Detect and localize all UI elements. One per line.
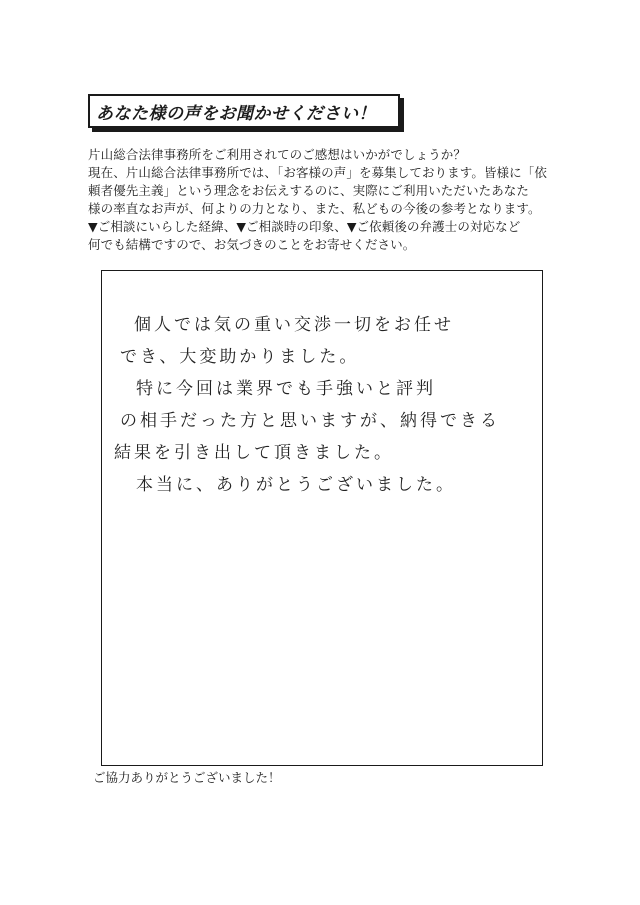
intro-paragraph	[88, 146, 558, 254]
handwritten-line: 個人では気の重い交渉一切をお任せ	[134, 315, 454, 335]
handwritten-comment	[114, 309, 534, 501]
handwritten-line: 本当に、ありがとうございました。	[136, 475, 456, 495]
handwritten-line: でき、大変助かりました。	[120, 347, 360, 367]
intro-line: 何でも結構ですので、お気づきのことをお寄せください。	[88, 237, 416, 252]
handwritten-line: 結果を引き出して頂きました。	[114, 443, 394, 463]
closing-thanks: ご協力ありがとうございました！	[93, 770, 281, 785]
page-title: あなた様の声をお聞かせください！	[96, 103, 376, 124]
intro-line: 片山総合法律事務所をご利用されてのご感想はいかがでしょうか？	[88, 147, 467, 162]
intro-line: ▼ご相談にいらした経緯、▼ご相談時の印象、▼ご依頼後の弁護士の対応など	[88, 219, 521, 234]
handwritten-line: の相手だった方と思いますが、納得できる	[120, 411, 500, 431]
handwritten-line: 特に今回は業界でも手強いと評判	[136, 379, 436, 399]
intro-line: 現在、片山総合法律事務所では、「お客様の声」を募集しております。皆様に「依	[88, 165, 547, 180]
intro-line: 様の率直なお声が、何よりの力となり、また、私どもの今後の参考となります。	[88, 201, 541, 216]
title-banner	[88, 94, 400, 128]
customer-comment-box	[101, 270, 543, 766]
intro-line: 頼者優先主義」という理念をお伝えするのに、実際にご利用いただいたあなた	[88, 183, 530, 198]
